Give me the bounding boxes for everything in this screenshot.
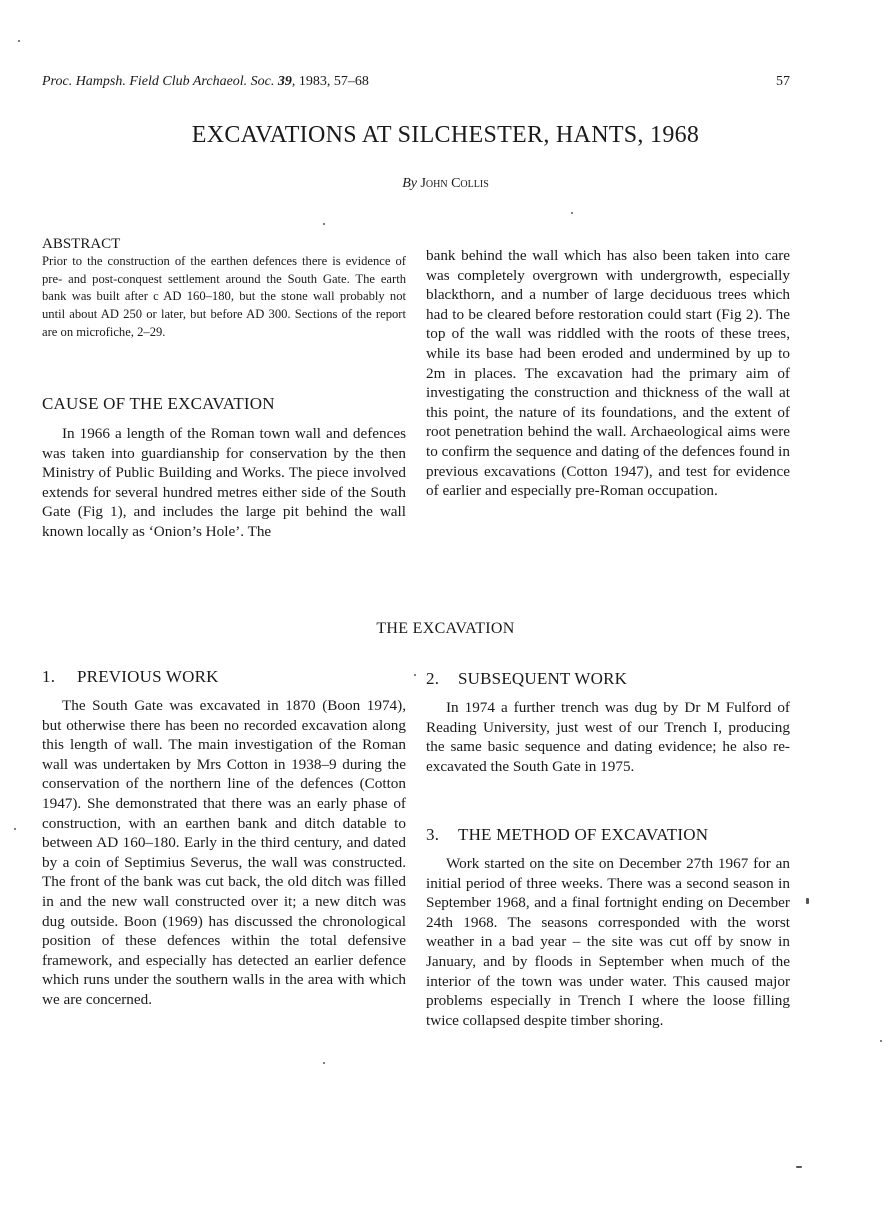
author-by: By xyxy=(402,176,417,191)
previous-work-title: PREVIOUS WORK xyxy=(77,667,219,686)
page-number: 57 xyxy=(776,74,790,89)
cause-continued-text: bank behind the wall which has also been taken into care was completely overgrown with undergrowth, especially blackthorn, and a number of large deciduous trees which had to be cleared before restoration could start (Fig 2). The top of the wall was riddled with the roots of these trees, while its base had been eroded and undermined by up to 2m in places. The excavation had the primary aim of investigating the construction and thickness of the wall at this point, the nature of its foundations, and the extent of root penetration behind the wall. Archaeological aims were to confirm the sequence and dating of the defences found in previous excavations (Cotton 1947), and test for evidence of earlier and especially pre-Roman occupation. xyxy=(426,247,790,500)
subsequent-work-section xyxy=(426,669,790,776)
paper-title: EXCAVATIONS AT SILCHESTER, HANTS, 1968 xyxy=(191,122,700,148)
excavation-heading: THE EXCAVATION xyxy=(376,620,515,637)
citation-prefix: Proc. Hampsh. Field Club Archaeol. Soc. xyxy=(42,74,275,89)
author-name: John Collis xyxy=(420,176,489,191)
scan-speck xyxy=(880,1040,882,1042)
cause-text: In 1966 a length of the Roman town wall and defences was taken into guardianship for conservation by the then Ministry of Public Building and Works. The piece involved extends for several hundred metres either side of the South Gate (Fig 1), and includes the large pit behind the wall known locally as ‘Onion’s Hole’. The xyxy=(42,425,406,540)
previous-work-text: The South Gate was excavated in 1870 (Boon 1974), but otherwise there has been no recorded excavation along this length of wall. The main investigation of the Roman wall was undertaken by Mrs Cotton in 1938–9 during the conservation of the northern line of the defences (Cotton 1947). She demonstrated that there was an early phase of construction, with an earthen bank and ditch datable to between AD 160–180. Early in the third century, and dated by a coin of Septimius Severus, the wall was constructed. The front of the bank was cut back, the old ditch was filled in and the new wall constructed over it; a new ditch was dug outside. Boon (1969) has discussed the chronological position of these defences within the total defensive framework, and especially has detected an earlier defence which runs under the southern walls in the area with which we are concerned. xyxy=(42,697,406,1008)
scan-speck xyxy=(796,1166,802,1168)
subsequent-work-heading xyxy=(426,669,790,689)
abstract-label: ABSTRACT xyxy=(42,236,121,252)
right-column-top xyxy=(426,246,790,501)
abstract-text: Prior to the construction of the earthen defences there is evidence of pre- and post-conquest settlement around the South Gate. The earth bank was built after c AD 160–180, but the stone wall probably not until about AD 250 or later, but before AD 300. Sections of the report are on microfiche, 2–29. xyxy=(42,254,406,339)
subsequent-work-number: 2. xyxy=(426,669,440,688)
scan-speck xyxy=(414,674,416,676)
running-header xyxy=(42,74,790,90)
method-heading xyxy=(426,825,790,845)
previous-work-number: 1. xyxy=(42,667,56,686)
method-number: 3. xyxy=(426,825,440,844)
abstract-section xyxy=(42,236,406,342)
scan-speck xyxy=(806,898,809,904)
cause-heading: CAUSE OF THE EXCAVATION xyxy=(42,394,275,413)
scan-speck xyxy=(14,828,16,830)
author-line xyxy=(0,176,891,192)
previous-work-heading xyxy=(42,667,406,687)
journal-citation xyxy=(42,74,369,89)
scan-speck xyxy=(18,40,20,42)
cause-section xyxy=(42,394,406,542)
method-section xyxy=(426,825,790,1030)
method-text: Work started on the site on December 27th 1967 for an initial period of three weeks. There was a second season in September 1968, and a final fortnight ending on December 24th 1968. The seasons corresponded with the worst weather in a bad year – the site was cut off by snow in January, and by floods in September when much of the interior of the town was under water. This caused major problems especially in Trench I where the loose filling twice collapsed despite timber shoring. xyxy=(426,855,790,1029)
method-title: THE METHOD OF EXCAVATION xyxy=(458,825,709,844)
subsequent-work-title: SUBSEQUENT WORK xyxy=(458,669,628,688)
subsequent-work-text: In 1974 a further trench was dug by Dr M Fulford of Reading University, just west of our Trench I, producing the same basic sequence and dating evidence; he also re-excavated the South Gate in 1975. xyxy=(426,699,790,775)
scan-speck xyxy=(323,1062,325,1064)
citation-volume: 39 xyxy=(277,74,292,89)
scan-speck xyxy=(571,212,573,214)
citation-suffix: , 1983, 57–68 xyxy=(291,74,369,89)
previous-work-section xyxy=(42,667,406,1010)
scan-speck xyxy=(323,223,325,225)
